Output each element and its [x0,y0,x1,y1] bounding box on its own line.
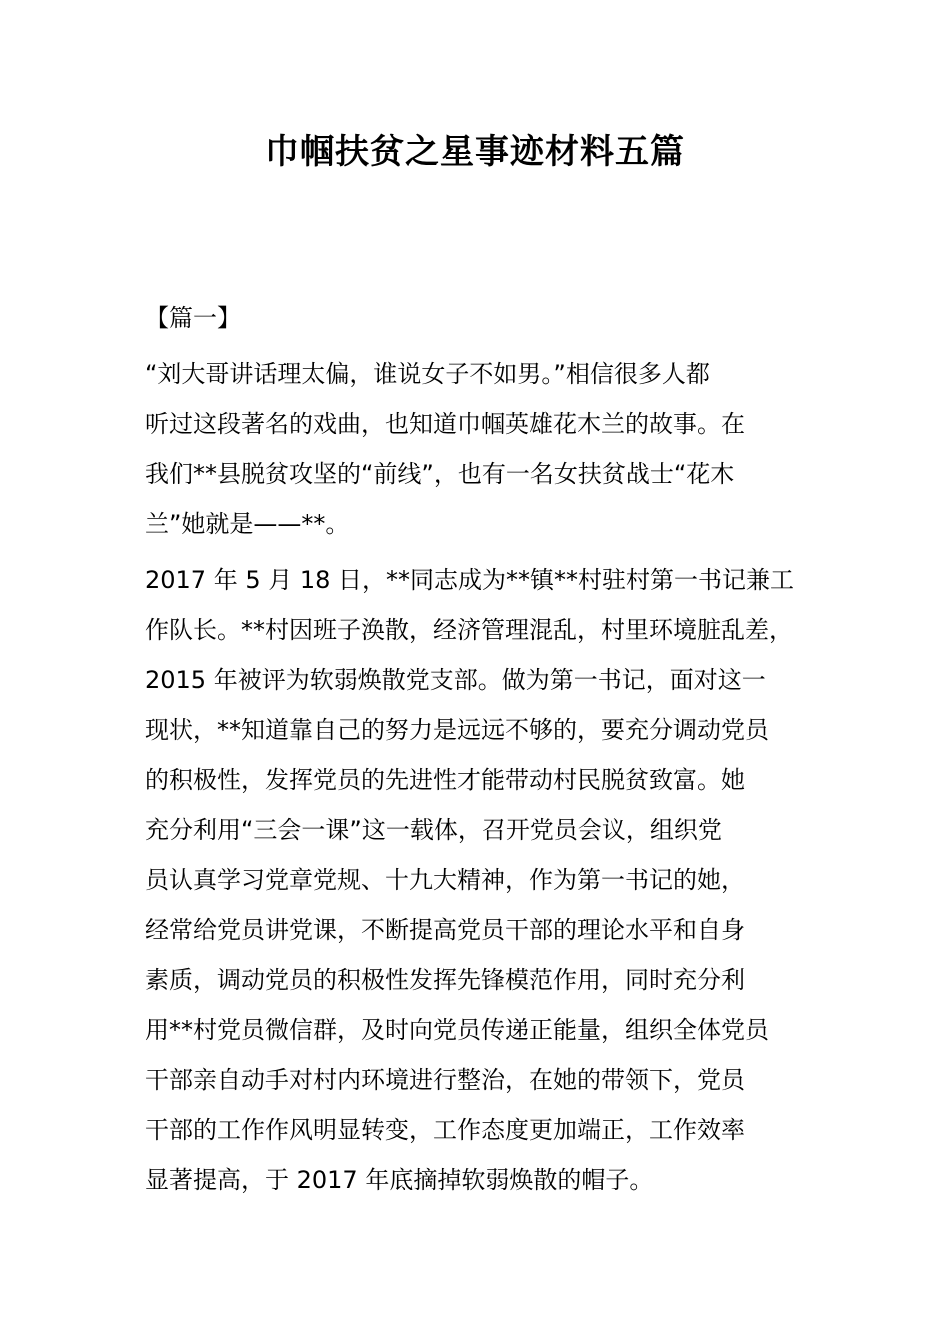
paragraph-line: 干部的工作作风明显转变，工作态度更加端正，工作效率 [145,1116,745,1144]
paragraph-line: 听过这段著名的戏曲，也知道巾帼英雄花木兰的故事。在 [145,410,745,438]
paragraph-line: 素质，调动党员的积极性发挥先锋模范作用，同时充分利 [145,966,745,994]
paragraph-line: 2017 年 5 月 18 日，**同志成为**镇**村驻村第一书记兼工 [145,566,795,594]
paragraph-line: 充分利用“三会一课”这一载体，召开党员会议，组织党 [145,816,722,844]
paragraph-line: 作队长。**村因班子涣散，经济管理混乱，村里环境脏乱差， [145,616,793,644]
paragraph-line: 干部亲自动手对村内环境进行整治，在她的带领下，党员 [145,1066,745,1094]
paragraph-line: 兰”她就是——**。 [145,510,350,538]
paragraph-line: 经常给党员讲党课，不断提高党员干部的理论水平和自身 [145,916,745,944]
paragraph-line: 的积极性，发挥党员的先进性才能带动村民脱贫致富。她 [145,766,745,794]
paragraph-line: 2015 年被评为软弱焕散党支部。做为第一书记，面对这一 [145,666,766,694]
paragraph-line: 显著提高，于 2017 年底摘掉软弱焕散的帽子。 [145,1166,654,1194]
section-heading: 【篇一】 [145,304,241,332]
page-title: 巾帼扶贫之星事迹材料五篇 [265,132,685,172]
paragraph-line: “刘大哥讲话理太偏，谁说女子不如男。”相信很多人都 [145,360,710,388]
paragraph-line: 我们**县脱贫攻坚的“前线”，也有一名女扶贫战士“花木 [145,460,735,488]
paragraph-2 [145,555,825,1205]
paragraph-line: 现状，**知道靠自己的努力是远远不够的，要充分调动党员 [145,716,769,744]
paragraph-line: 用**村党员微信群，及时向党员传递正能量，组织全体党员 [145,1016,769,1044]
paragraph-line: 员认真学习党章党规、十九大精神，作为第一书记的她， [145,866,745,894]
paragraph-1 [145,349,825,549]
